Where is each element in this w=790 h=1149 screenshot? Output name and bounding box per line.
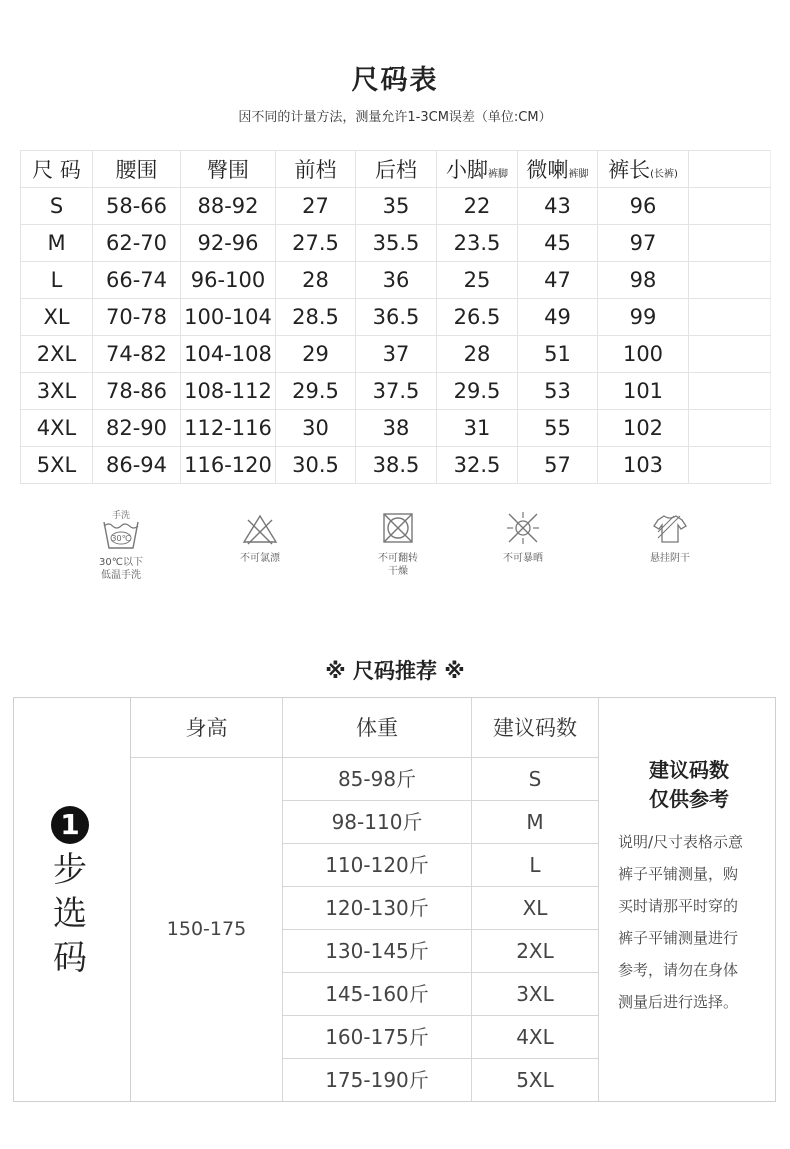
size-value-cell: 57 [518,447,598,484]
size-value-cell: 28.5 [276,299,356,336]
size-value-cell: 112-116 [181,410,276,447]
size-cell: L [472,844,599,886]
size-label-cell: M [21,225,93,262]
header-cell [518,151,598,188]
blank-cell [689,336,771,373]
step-char: 码 [53,938,87,978]
header-cell: 腰围 [93,151,181,188]
size-row [21,225,771,262]
size-value-cell: 100 [598,336,689,373]
size-header: 建议码数 [472,698,599,758]
step-char: 选 [53,894,87,934]
size-value-cell: 27 [276,188,356,225]
shade-dry-icon [650,508,690,548]
size-value-cell: 28 [276,262,356,299]
weight-cell: 145-160斤 [283,973,472,1015]
recommend-row [283,1016,599,1059]
handwash-icon [101,508,141,552]
size-value-cell: 25 [437,262,518,299]
weight-cell: 120-130斤 [283,887,472,929]
no-bleach-icon [240,508,280,548]
size-cell: M [472,801,599,843]
care-label: 低温手洗 [101,570,141,581]
size-value-cell: 78-86 [93,373,181,410]
size-value-cell: 116-120 [181,447,276,484]
size-value-cell: 66-74 [93,262,181,299]
size-value-cell: 43 [518,188,598,225]
size-cell: 3XL [472,973,599,1015]
size-cell: S [472,758,599,800]
care-no-bleach [205,508,315,565]
header-cell [598,151,689,188]
size-value-cell: 29.5 [437,373,518,410]
weight-cell: 175-190斤 [283,1059,472,1101]
recommend-row [283,887,599,930]
size-value-cell: 35 [356,188,437,225]
size-value-cell: 70-78 [93,299,181,336]
recommend-row [283,930,599,973]
size-value-cell: 31 [437,410,518,447]
size-label-cell: L [21,262,93,299]
size-table-header [21,151,771,188]
note-line: 参考，请勿在身体 [618,961,739,979]
size-value-cell: 35.5 [356,225,437,262]
note-title [614,756,764,814]
size-label-cell: 4XL [21,410,93,447]
header-suffix: 裤脚 [568,169,589,180]
size-value-cell: 62-70 [93,225,181,262]
header-suffix: 裤脚 [488,169,508,180]
blank-cell [689,447,771,484]
size-value-cell: 47 [518,262,598,299]
size-value-cell: 100-104 [181,299,276,336]
header-cell: 尺 码 [21,151,93,188]
step-char: 步 [53,850,87,890]
size-value-cell: 96 [598,188,689,225]
page-title: 尺码表 [351,65,439,96]
size-value-cell: 58-66 [93,188,181,225]
blank-cell [689,151,771,188]
care-label: 30℃以下 [99,557,143,568]
size-row [21,373,771,410]
size-label-cell: 3XL [21,373,93,410]
size-label-cell: 5XL [21,447,93,484]
size-label-cell: 2XL [21,336,93,373]
note-line: 说明/尺寸表格示意 [618,833,744,851]
header-cell [437,151,518,188]
size-value-cell: 108-112 [181,373,276,410]
recommend-row [283,758,599,801]
size-cell: 2XL [472,930,599,972]
weight-cell: 160-175斤 [283,1016,472,1058]
recommend-row [283,844,599,887]
size-value-cell: 36.5 [356,299,437,336]
note-title-line: 建议码数 [649,758,729,782]
care-label: 干燥 [388,566,408,577]
weight-header: 体重 [283,698,472,758]
care-no-sun [468,508,578,565]
size-value-cell: 97 [598,225,689,262]
size-row [21,299,771,336]
care-label: 不可翻转 [378,553,418,564]
header-foot-label: 小脚 [446,158,488,182]
size-label-cell: S [21,188,93,225]
no-tumble-dry-icon [378,508,418,548]
size-value-cell: 88-92 [181,188,276,225]
step-label [44,848,96,980]
note-body [618,826,768,1018]
care-no-tumble [343,508,453,578]
size-value-cell: 29.5 [276,373,356,410]
size-value-cell: 74-82 [93,336,181,373]
size-value-cell: 102 [598,410,689,447]
size-row [21,410,771,447]
size-table-body [21,188,771,484]
recommend-row [283,973,599,1016]
size-value-cell: 86-94 [93,447,181,484]
size-chart-table [20,150,771,484]
size-cell: XL [472,887,599,929]
size-cell: 5XL [472,1059,599,1101]
height-header: 身高 [131,698,283,758]
care-label: 不可暴晒 [503,553,543,564]
measurement-note: 因不同的计量方法，测量允许1-3CM误差（单位:CM） [238,110,552,125]
note-line: 测量后进行选择。 [618,993,739,1011]
size-value-cell: 30 [276,410,356,447]
size-label-cell: XL [21,299,93,336]
no-sun-icon [503,508,543,548]
recommend-row [283,1059,599,1102]
size-value-cell: 51 [518,336,598,373]
header-cell: 后档 [356,151,437,188]
blank-cell [689,410,771,447]
care-label: 不可氯漂 [240,553,280,564]
size-row [21,336,771,373]
size-value-cell: 38 [356,410,437,447]
size-value-cell: 26.5 [437,299,518,336]
blank-cell [689,373,771,410]
weight-cell: 130-145斤 [283,930,472,972]
size-value-cell: 32.5 [437,447,518,484]
size-value-cell: 101 [598,373,689,410]
size-value-cell: 55 [518,410,598,447]
note-line: 裤子平铺测量进行 [618,929,739,947]
care-label: 悬挂阴干 [650,553,690,564]
size-row [21,262,771,299]
size-value-cell: 96-100 [181,262,276,299]
note-line: 买时请那平时穿的 [618,897,739,915]
size-value-cell: 82-90 [93,410,181,447]
note-line: 裤子平铺测量，购 [618,865,739,883]
size-recommendation-table [13,697,776,1102]
care-shade-dry [615,508,725,565]
size-value-cell: 53 [518,373,598,410]
size-row [21,188,771,225]
size-value-cell: 103 [598,447,689,484]
size-value-cell: 36 [356,262,437,299]
size-value-cell: 30.5 [276,447,356,484]
size-value-cell: 29 [276,336,356,373]
size-value-cell: 49 [518,299,598,336]
size-value-cell: 23.5 [437,225,518,262]
step-number-badge: 1 [51,806,89,844]
header-cell: 臀围 [181,151,276,188]
tub-label: 手洗 [111,511,131,521]
size-value-cell: 38.5 [356,447,437,484]
header-suffix: (长裤) [650,169,678,180]
header-cell: 前档 [276,151,356,188]
size-value-cell: 28 [437,336,518,373]
recommend-title: ※ 尺码推荐 ※ [325,659,465,683]
tub-temp: 30℃ [111,534,131,543]
header-length-label: 裤长 [608,158,651,182]
size-value-cell: 27.5 [276,225,356,262]
weight-cell: 85-98斤 [283,758,472,800]
size-value-cell: 22 [437,188,518,225]
size-value-cell: 37 [356,336,437,373]
size-value-cell: 99 [598,299,689,336]
note-title-line: 仅供参考 [649,787,729,811]
size-value-cell: 37.5 [356,373,437,410]
care-handwash [66,508,176,582]
size-value-cell: 92-96 [181,225,276,262]
size-value-cell: 98 [598,262,689,299]
recommend-row [283,801,599,844]
weight-cell: 98-110斤 [283,801,472,843]
blank-cell [689,262,771,299]
header-flare-label: 微喇 [526,158,569,182]
weight-cell: 110-120斤 [283,844,472,886]
blank-cell [689,299,771,336]
size-row [21,447,771,484]
size-value-cell: 104-108 [181,336,276,373]
height-range: 150-175 [131,758,283,1101]
step-column [14,698,131,1101]
blank-cell [689,225,771,262]
size-value-cell: 45 [518,225,598,262]
blank-cell [689,188,771,225]
size-cell: 4XL [472,1016,599,1058]
